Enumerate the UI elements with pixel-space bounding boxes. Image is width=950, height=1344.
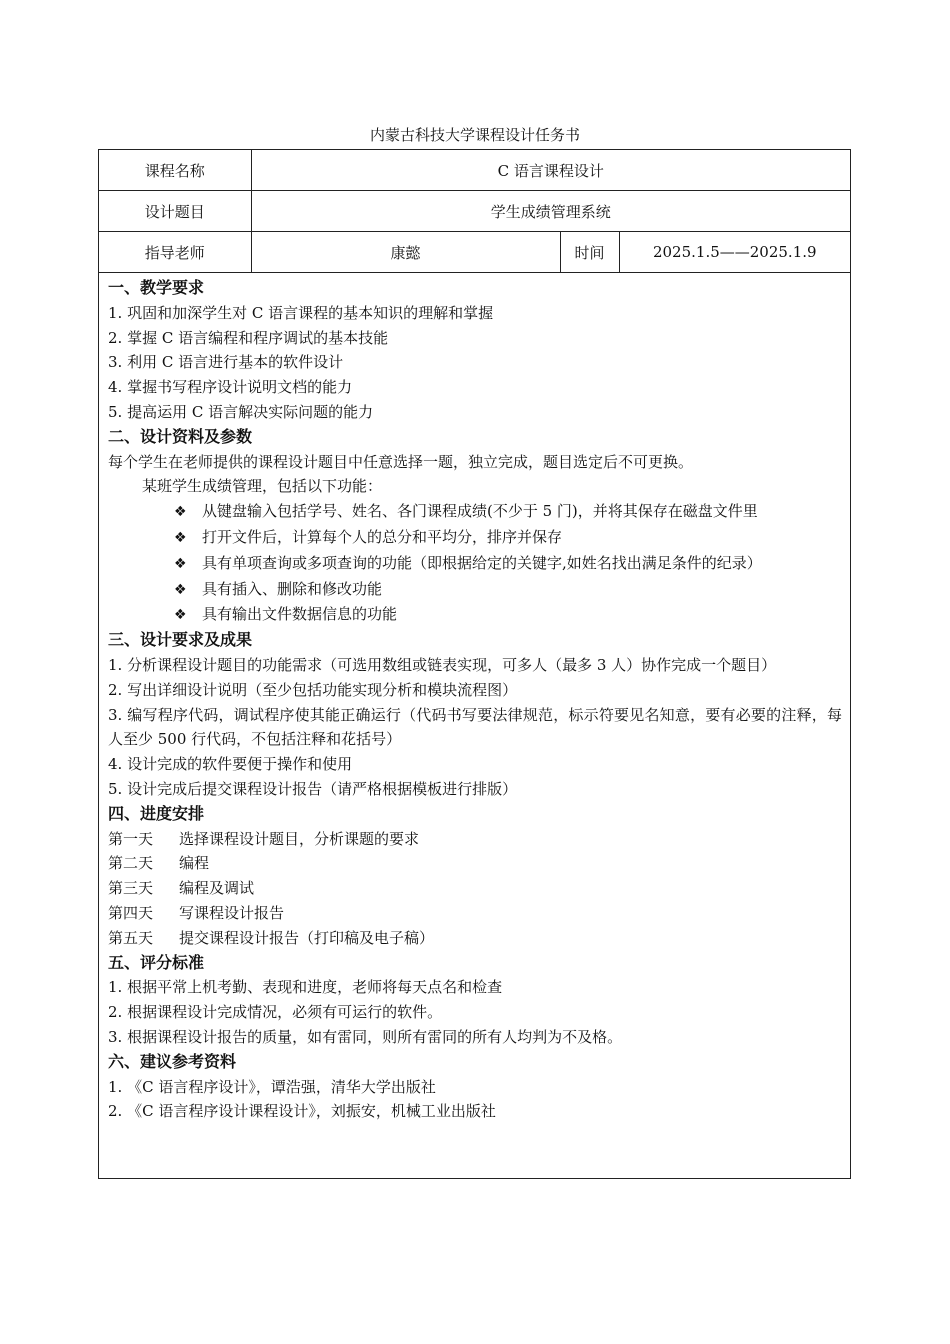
topic-value: 学生成绩管理系统 bbox=[251, 191, 850, 232]
list-item: 4. 掌握书写程序设计说明文档的能力 bbox=[108, 378, 353, 397]
diamond-bullet-icon: ❖ bbox=[174, 555, 187, 572]
teacher-label: 指导老师 bbox=[99, 232, 251, 273]
list-item: 3. 根据课程设计报告的质量，如有雷同，则所有雷同的所有人均判为不及格。 bbox=[108, 1027, 623, 1046]
section-heading-grading: 五、评分标准 bbox=[108, 952, 205, 972]
topic-label: 设计题目 bbox=[99, 191, 251, 232]
list-item: 2. 根据课程设计完成情况，必须有可运行的软件。 bbox=[108, 1003, 443, 1022]
list-item: 1. 《C 语言程序设计》，谭浩强，清华大学出版社 bbox=[108, 1077, 436, 1096]
schedule-row bbox=[108, 876, 842, 901]
list-item bbox=[108, 499, 842, 525]
schedule-day: 第二天 bbox=[108, 854, 154, 873]
materials-intro: 每个学生在老师提供的课程设计题目中任意选择一题，独立完成，题目选定后不可更换。 bbox=[108, 452, 694, 471]
section-heading-schedule: 四、进度安排 bbox=[108, 803, 205, 823]
schedule-task: 写课程设计报告 bbox=[179, 903, 285, 922]
schedule-task: 编程及调试 bbox=[179, 879, 255, 898]
list-item: 1. 根据平常上机考勤、表现和进度，老师将每天点名和检查 bbox=[108, 978, 503, 997]
bullet-text: 具有插入、删除和修改功能 bbox=[202, 579, 383, 598]
list-item bbox=[108, 551, 842, 577]
section-heading-references: 六、建议参考资料 bbox=[108, 1051, 237, 1071]
list-item: 5. 提高运用 C 语言解决实际问题的能力 bbox=[108, 402, 374, 421]
schedule-row bbox=[108, 827, 842, 852]
diamond-bullet-icon: ❖ bbox=[174, 581, 187, 598]
course-name-row bbox=[99, 150, 850, 191]
schedule-row bbox=[108, 926, 842, 951]
list-item: 2. 写出详细设计说明（至少包括功能实现分析和模块流程图） bbox=[108, 680, 518, 699]
list-item bbox=[108, 577, 842, 603]
document-title: 内蒙古科技大学课程设计任务书 bbox=[369, 126, 580, 144]
list-item: 2. 掌握 C 语言编程和程序调试的基本技能 bbox=[108, 328, 389, 347]
header-table bbox=[99, 150, 850, 273]
schedule-day: 第三天 bbox=[108, 879, 154, 898]
list-item: 1. 分析课程设计题目的功能需求（可选用数组或链表实现，可多人（最多 3 人）协作完成一个题目） bbox=[108, 655, 777, 674]
list-item: 2. 《C 语言程序设计课程设计》，刘振安，机械工业出版社 bbox=[108, 1102, 496, 1121]
list-item: 3. 编写程序代码，调试程序使其能正确运行（代码书写要法律规范，标示符要见名知意，要有必要的注释，每人至少 500 行代码，不包括注释和花括号） bbox=[108, 705, 842, 749]
section-heading-teaching: 一、教学要求 bbox=[108, 278, 205, 297]
bullet-text: 从键盘输入包括学号、姓名、各门课程成绩(不少于 5 门)，并将其保存在磁盘文件里 bbox=[202, 502, 758, 521]
bullet-text: 具有输出文件数据信息的功能 bbox=[202, 605, 398, 624]
section-heading-materials: 二、设计资料及参数 bbox=[108, 426, 253, 446]
list-item bbox=[108, 602, 842, 628]
schedule-task: 提交课程设计报告（打印稿及电子稿） bbox=[179, 928, 435, 947]
materials-subintro: 某班学生成绩管理，包括以下功能： bbox=[142, 477, 383, 496]
topic-row bbox=[99, 191, 850, 232]
diamond-bullet-icon: ❖ bbox=[174, 607, 187, 624]
time-label: 时间 bbox=[560, 232, 619, 273]
schedule-day: 第四天 bbox=[108, 903, 154, 922]
schedule-row bbox=[108, 851, 842, 876]
list-item: 1. 巩固和加深学生对 C 语言课程的基本知识的理解和掌握 bbox=[108, 303, 494, 322]
schedule-task: 编程 bbox=[179, 854, 210, 873]
teacher-row bbox=[99, 232, 850, 273]
time-value: 2025.1.5——2025.1.9 bbox=[619, 232, 850, 273]
course-name-value: C 语言课程设计 bbox=[251, 150, 850, 191]
section-heading-requirements: 三、设计要求及成果 bbox=[108, 630, 253, 650]
schedule-row bbox=[108, 901, 842, 926]
list-item: 5. 设计完成后提交课程设计报告（请严格根据模板进行排版） bbox=[108, 779, 518, 798]
teacher-value: 康懿 bbox=[251, 232, 560, 273]
schedule-task: 选择课程设计题目，分析课题的要求 bbox=[179, 829, 420, 848]
task-sheet-frame bbox=[98, 149, 851, 1179]
list-item: 4. 设计完成的软件要便于操作和使用 bbox=[108, 755, 353, 774]
course-name-label: 课程名称 bbox=[99, 150, 251, 191]
diamond-bullet-icon: ❖ bbox=[174, 504, 187, 521]
diamond-bullet-icon: ❖ bbox=[174, 529, 187, 546]
content-body bbox=[99, 273, 850, 1124]
bullet-text: 打开文件后，计算每个人的总分和平均分，排序并保存 bbox=[202, 527, 563, 546]
list-item bbox=[108, 525, 842, 551]
schedule-day: 第五天 bbox=[108, 928, 154, 947]
list-item: 3. 利用 C 语言进行基本的软件设计 bbox=[108, 353, 344, 372]
schedule-day: 第一天 bbox=[108, 829, 154, 848]
bullet-text: 具有单项查询或多项查询的功能（即根据给定的关键字,如姓名找出满足条件的纪录） bbox=[202, 553, 762, 572]
